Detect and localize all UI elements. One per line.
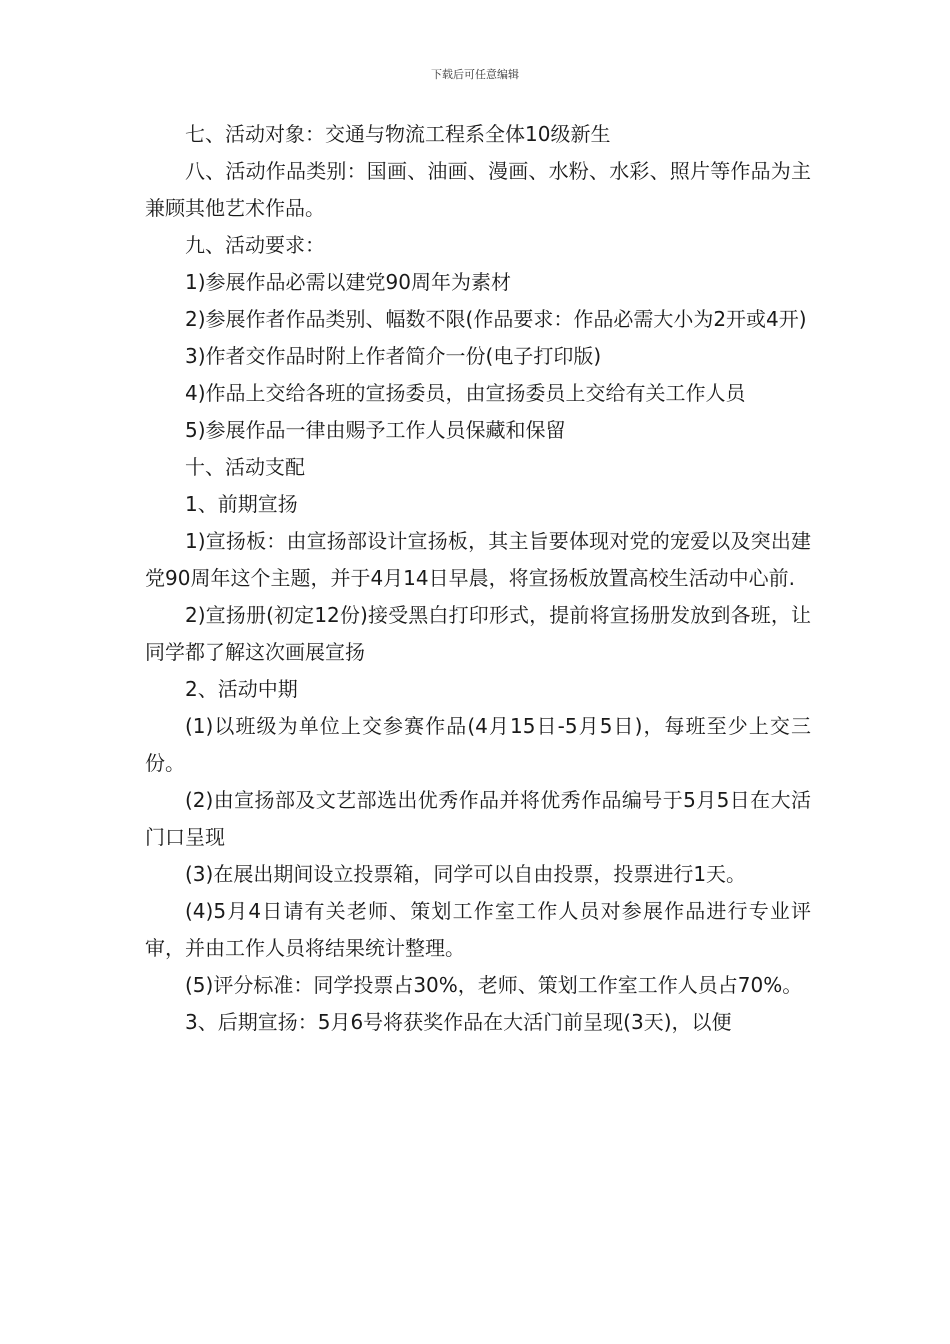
paragraph: 3)作者交作品时附上作者简介一份(电子打印版) [185, 344, 602, 368]
paragraph: 2、活动中期 [185, 677, 298, 701]
paragraph: (5)评分标准：同学投票占30%，老师、策划工作室工作人员占70%。 [185, 973, 803, 997]
paragraph: 2)宣扬册(初定12份)接受黑白打印形式，提前将宣扬册发放到各班，让同学都了解这次画展宣扬 [145, 603, 811, 664]
paragraph: (3)在展出期间设立投票箱，同学可以自由投票，投票进行1天。 [185, 862, 747, 886]
paragraph: (4)5月4日请有关老师、策划工作室工作人员对参展作品进行专业评审，并由工作人员将结果统计整理。 [145, 899, 811, 960]
paragraph: 3、后期宣扬：5月6号将获奖作品在大活门前呈现(3天)，以便 [185, 1010, 732, 1034]
paragraph: 5)参展作品一律由赐予工作人员保藏和保留 [185, 418, 566, 442]
paragraph: 4)作品上交给各班的宣扬委员，由宣扬委员上交给有关工作人员 [185, 381, 746, 405]
paragraph: 1)宣扬板：由宣扬部设计宣扬板，其主旨要体现对党的宠爱以及突出建党90周年这个主题，并于4月14日早晨，将宣扬板放置高校生活动中心前. [145, 529, 811, 590]
paragraph: 十、活动支配 [185, 455, 305, 479]
document-body [145, 116, 811, 1041]
paragraph: 2)参展作者作品类别、幅数不限(作品要求：作品必需大小为2开或4开) [185, 307, 807, 331]
page-header: 下载后可任意编辑 [431, 68, 519, 81]
paragraph: 七、活动对象：交通与物流工程系全体10级新生 [185, 122, 611, 146]
paragraph: (1)以班级为单位上交参赛作品(4月15日-5月5日)，每班至少上交三份。 [145, 714, 811, 775]
paragraph: (2)由宣扬部及文艺部选出优秀作品并将优秀作品编号于5月5日在大活门口呈现 [145, 788, 811, 849]
paragraph: 1)参展作品必需以建党90周年为素材 [185, 270, 511, 294]
paragraph: 八、活动作品类别：国画、油画、漫画、水粉、水彩、照片等作品为主兼顾其他艺术作品。 [145, 159, 811, 220]
paragraph: 九、活动要求： [185, 233, 325, 257]
paragraph: 1、前期宣扬 [185, 492, 298, 516]
